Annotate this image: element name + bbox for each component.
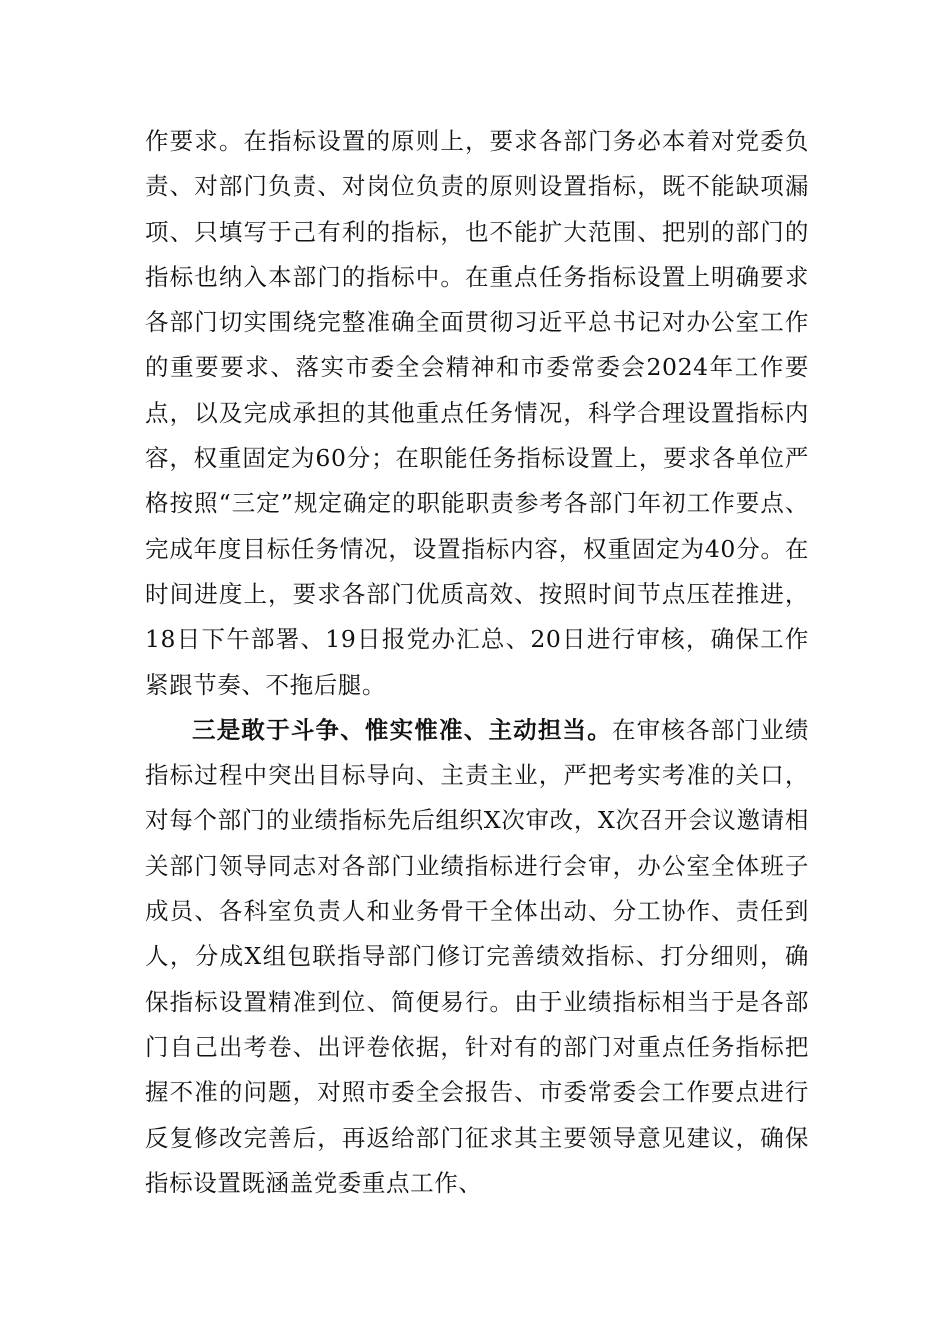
document-body — [145, 119, 809, 1206]
paragraph-dare-to-struggle — [145, 708, 809, 1206]
paragraph-2-text: 在审核各部门业绩指标过程中突出目标导向、主责主业，严把考实考准的关口，对每个部门的业绩指标先后组织X次审改，X次召开会议邀请相关部门领导同志对各部门业绩指标进行会审，办公室全体班子成员、各科室负责人和业务骨干全体出动、分工协作、责任到人，分成X组包联指导部门修订完善绩效指标、打分细则，确保指标设置精准到位、简便易行。由于业绩指标相当于是各部门自己出考卷、出评卷依据，针对有的部门对重点任务指标把握不准的问题，对照市委全会报告、市委常委会工作要点进行反复修改完善后，再返给部门征求其主要领导意见建议，确保指标设置既涵盖党委重点工作、 — [145, 715, 809, 1197]
paragraph-2-lead-heading: 三是敢于斗争、惟实惟准、主动担当。 — [192, 715, 612, 744]
paragraph-work-requirements — [145, 119, 809, 708]
paragraph-1-text: 作要求。在指标设置的原则上，要求各部门务必本着对党委负责、对部门负责、对岗位负责的原则设置指标，既不能缺项漏项、只填写于己有利的指标，也不能扩大范围、把别的部门的指标也纳入本部门的指标中。在重点任务指标设置上明确要求各部门切实围绕完整准确全面贯彻习近平总书记对办公室工作的重要要求、落实市委全会精神和市委常委会2024年工作要点，以及完成承担的其他重点任务情况，科学合理设置指标内容，权重固定为60分；在职能任务指标设置上，要求各单位严格按照“三定”规定确定的职能职责参考各部门年初工作要点、完成年度目标任务情况，设置指标内容，权重固定为40分。在时间进度上，要求各部门优质高效、按照时间节点压茬推进，18日下午部署、19日报党办汇总、20日进行审核，确保工作紧跟节奏、不拖后腿。 — [145, 127, 809, 699]
